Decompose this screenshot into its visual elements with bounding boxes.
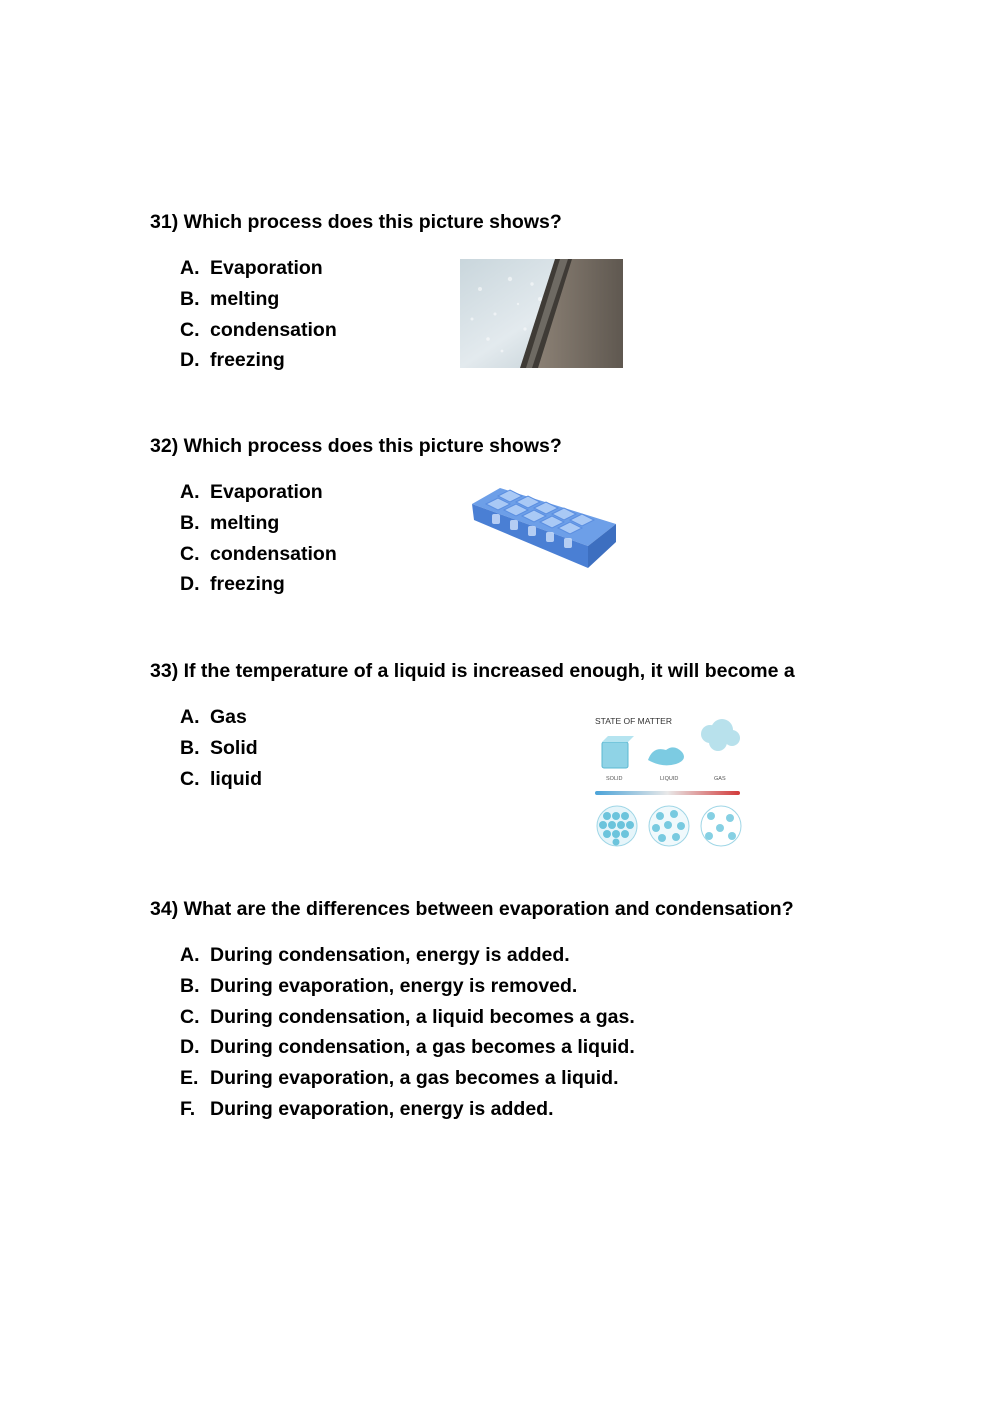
particle-diagrams xyxy=(597,806,741,846)
condensation-window-image xyxy=(460,259,623,368)
option-c[interactable]: C. liquid xyxy=(180,767,262,790)
option-d[interactable]: D. freezing xyxy=(180,349,285,372)
option-b[interactable]: B. During evaporation, energy is removed. xyxy=(180,974,578,997)
option-list xyxy=(180,705,262,797)
temperature-bar xyxy=(595,791,740,795)
states-of-matter-diagram xyxy=(590,712,745,850)
option-a[interactable]: A. Evaporation xyxy=(180,481,323,503)
option-b[interactable]: B. melting xyxy=(180,511,280,534)
gas-cloud-icon xyxy=(701,719,740,751)
option-b[interactable]: B. melting xyxy=(180,287,280,310)
question-title: 31) Which process does this picture shows? xyxy=(150,211,562,233)
label-solid: SOLID xyxy=(606,776,623,782)
option-a[interactable]: A. Gas xyxy=(180,706,247,728)
question-title: 33) If the temperature of a liquid is increased enough, it will become a xyxy=(150,660,795,682)
label-gas: GAS xyxy=(714,776,726,782)
solid-cube-icon xyxy=(602,742,628,768)
option-c[interactable]: C. condensation xyxy=(180,542,337,565)
liquid-puddle-icon xyxy=(648,747,684,765)
diagram-title: STATE OF MATTER xyxy=(595,716,672,726)
option-c[interactable]: C. condensation xyxy=(180,318,337,341)
solid-cube-top xyxy=(602,736,634,742)
option-d[interactable]: D. freezing xyxy=(180,573,285,596)
option-e[interactable]: E. During evaporation, a gas becomes a liquid. xyxy=(180,1067,619,1090)
ice-cube-tray-image xyxy=(470,486,618,569)
question-title: 32) Which process does this picture shows? xyxy=(150,435,562,457)
option-list xyxy=(180,256,337,379)
option-b[interactable]: B. Solid xyxy=(180,736,258,759)
option-d[interactable]: D. During condensation, a gas becomes a liquid. xyxy=(180,1036,635,1059)
label-liquid: LIQUID xyxy=(660,776,679,782)
option-list xyxy=(180,480,337,603)
question-title: 34) What are the differences between evaporation and condensation? xyxy=(150,898,794,920)
option-f[interactable]: F. During evaporation, energy is added. xyxy=(180,1097,554,1120)
option-list xyxy=(180,943,635,1128)
option-a[interactable]: A. During condensation, energy is added. xyxy=(180,944,570,966)
option-a[interactable]: A. Evaporation xyxy=(180,257,323,279)
option-c[interactable]: C. During condensation, a liquid becomes a gas. xyxy=(180,1005,635,1028)
